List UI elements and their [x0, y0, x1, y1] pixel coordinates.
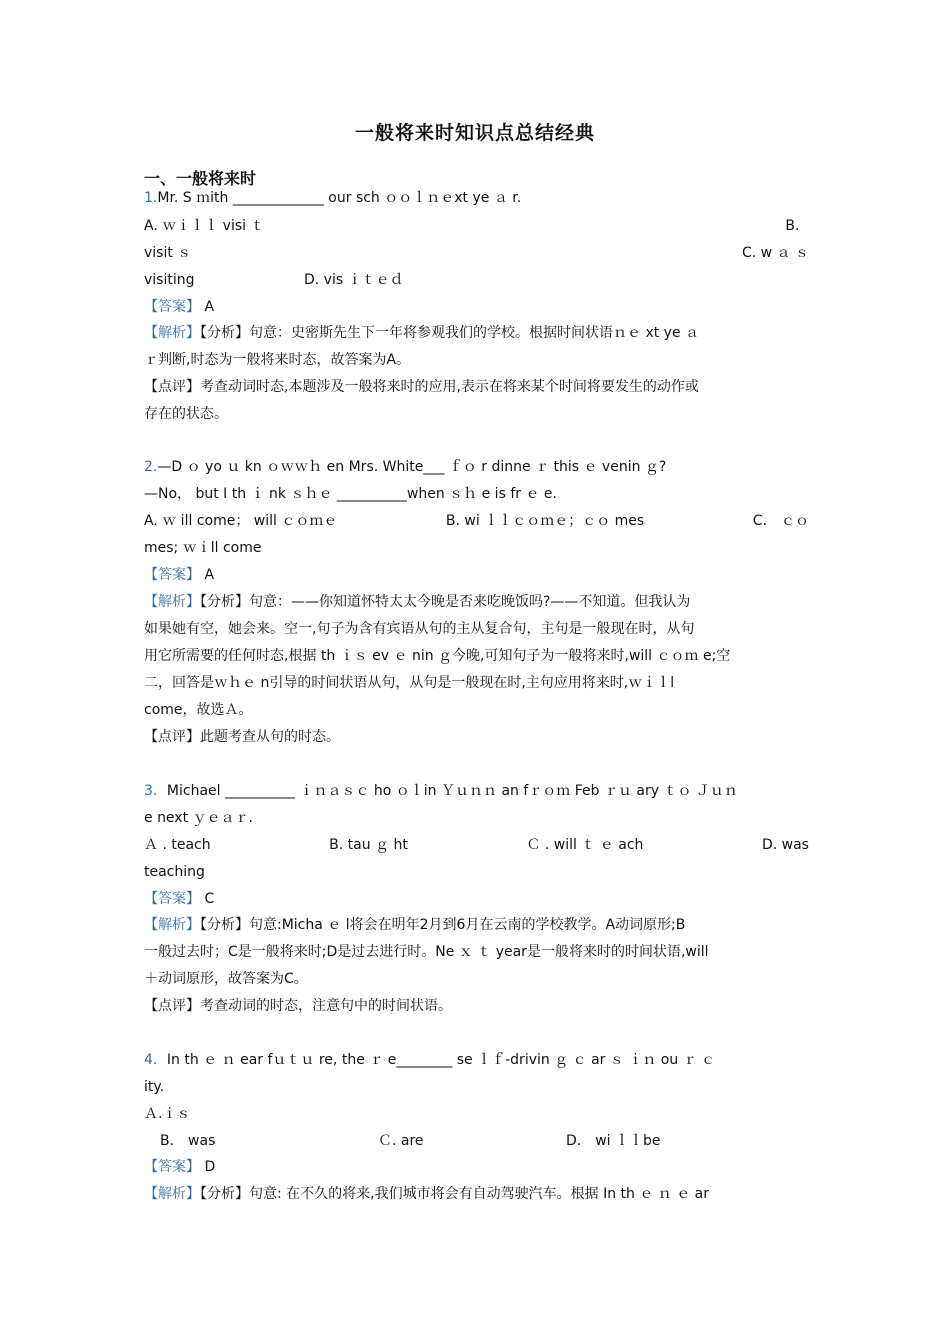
q1-analysis-text-1: 【分析】句意：史密斯先生下一年将参观我们的学校。根据时间状语ｎｅ xt ye ａ [200, 325, 700, 341]
q3-stem [144, 781, 809, 801]
q1-number: 1. [144, 190, 158, 206]
q4-stem-2: ity. [144, 1079, 165, 1095]
q3-stem-2: e next ｙｅａｒ. [144, 810, 253, 826]
q1-answer [144, 297, 809, 317]
q1-option-b: B． [785, 218, 809, 234]
q2-option-c-cont: mes; ｗｉll come [144, 540, 262, 556]
q1-comment-2: 存在的状态。 [144, 406, 228, 422]
q4-options-row2 [144, 1131, 809, 1151]
q1-option-a: A. ｗｉｌｌ visi ｔ [144, 218, 265, 234]
q1-comment-1: 【点评】考查动词时态,本题涉及一般将来时的应用,表示在将来某个时间将要发生的动作或 [144, 379, 699, 395]
q2-answer-label: 【答案】 [144, 567, 200, 583]
q1-analysis-1 [144, 323, 809, 343]
q3-option-a: Ａ . teach [144, 837, 211, 853]
q4-analysis-label: 【解析】 [144, 1186, 200, 1202]
q3-stem-text: Michael __________ ｉｎａｓｃ ho ｏｌin Ｙｕｎｎ an fｒｏｍ Feb ｒｕ ary ｔｏ Ｊｕｎ [166, 783, 738, 799]
q3-answer [144, 889, 809, 909]
q1-options-row1 [144, 216, 809, 236]
q1-analysis-2: ｒ判断,时态为一般将来时态，故答案为A。 [144, 352, 411, 368]
q1-options-row3 [144, 270, 809, 290]
q3-analysis-label: 【解析】 [144, 917, 200, 933]
q3-comment-1: 【点评】考查动词的时态，注意句中的时间状语。 [144, 998, 452, 1014]
q4-analysis-1 [144, 1184, 809, 1204]
q2-analysis-4: 二，回答是ｗｈｅ n引导的时间状语从句，从句是一般现在时,主句应用将来时,ｗｉｌl [144, 675, 675, 691]
q2-analysis-5: come，故选Ａ。 [144, 702, 253, 718]
q3-options-row1 [144, 835, 809, 855]
q1-option-d: D. vis ｉｔｅｄ [304, 272, 404, 288]
q3-option-c: Ｃ . will ｔ ｅ ach [526, 837, 644, 853]
q3-option-d: D. was [761, 837, 809, 853]
q1-answer-label: 【答案】 [144, 299, 200, 315]
q1-option-c-cont: visiting [144, 272, 195, 288]
q2-analysis-label: 【解析】 [144, 594, 200, 610]
q2-answer-value: A [204, 567, 215, 583]
q2-options-row1 [144, 511, 809, 531]
q3-analysis-1 [144, 915, 809, 935]
q1-analysis-label: 【解析】 [144, 325, 200, 341]
q4-analysis-text-1: 【分析】句意: 在不久的将来,我们城市将会有自动驾驶汽车。根据 In th ｅ ｎ ｅ ar [200, 1186, 710, 1202]
q2-stem [144, 457, 809, 477]
q2-option-b: B. wi ｌｌｃｏｍｅ；ｃｏ mes [445, 513, 645, 529]
q2-stem-2: —No， but I th ｉ nk ｓｈｅ __________when ｓｈ e is fr ｅ e. [144, 486, 557, 502]
q4-option-a: Ａ.ｉｓ [144, 1106, 191, 1122]
q3-answer-value: C [204, 891, 215, 907]
q2-analysis-1 [144, 592, 809, 612]
page-title: 一般将来时知识点总结经典 [354, 122, 595, 144]
q3-answer-label: 【答案】 [144, 891, 200, 907]
q2-comment-1: 【点评】此题考查从句的时态。 [144, 729, 340, 745]
q4-answer-value: D [204, 1159, 216, 1175]
q1-answer-value: A [204, 299, 215, 315]
q1-options-row2 [144, 243, 809, 263]
q1-option-b-cont: visit ｓ [144, 245, 192, 261]
q4-option-d: D． wi ｌｌbe [566, 1133, 661, 1149]
q2-option-a: A. ｗ ill come； will ｃｏｍｅ [144, 513, 338, 529]
q4-number: 4． [144, 1052, 167, 1068]
q3-analysis-text-1: 【分析】句意:Micha ｅ l将会在明年2月到6月在云南的学校教学。A动词原形;B [200, 917, 686, 933]
q2-analysis-2: 如果她有空，她会来。空一,句子为含有宾语从句的主从复合句，主句是一般现在时，从句 [144, 621, 695, 637]
q4-stem-text: In th ｅ ｎ ear fｕｔｕ re, the ｒ e________ se ｌｆ-drivin ｇ ｃ ar ｓ ｉｎ ou ｒ ｃ [166, 1052, 716, 1068]
q2-option-c: C． ｃｏ [752, 513, 809, 529]
q3-analysis-2: 一般过去时；C是一般将来时;D是过去进行时。Ne ｘ ｔ year是一般将来时的时间状语,will [144, 944, 709, 960]
q3-option-d-cont: teaching [144, 864, 205, 880]
q2-number: 2. [144, 459, 158, 475]
q4-answer-label: 【答案】 [144, 1159, 200, 1175]
q1-option-c: C. w ａ ｓ [741, 245, 809, 261]
section-heading: 一、一般将来时 [144, 169, 257, 188]
q2-answer [144, 565, 809, 585]
q2-analysis-text-1: 【分析】句意：——你知道怀特太太今晚是否来吃晚饭吗?——不知道。但我认为 [200, 594, 691, 610]
q4-option-c: Ｃ. are [378, 1133, 424, 1149]
q2-stem-text: —D ｏ yo ｕ kn ｏｗｗｈ en Mrs. White___ ｆｏ r dinne ｒ this ｅ venin ｇ? [157, 459, 667, 475]
q4-answer [144, 1157, 809, 1177]
q3-option-b: B. tau ｇ ht [329, 837, 408, 853]
q4-option-b: B． was [160, 1133, 216, 1149]
q1-stem-text: Mr. S ｍith _____________ our sch ｏｏｌｎｅxt ye ａ r. [157, 190, 522, 206]
q1-stem [144, 188, 809, 208]
q3-analysis-3: ＋动词原形，故答案为C。 [144, 971, 308, 987]
q4-stem [144, 1050, 809, 1070]
q3-number: 3． [144, 783, 167, 799]
q2-analysis-3: 用它所需要的任何时态,根据 th ｉｓ ev ｅ nin ｇ今晚,可知句子为一般将来时,will ｃｏｍ e;空 [144, 648, 731, 664]
